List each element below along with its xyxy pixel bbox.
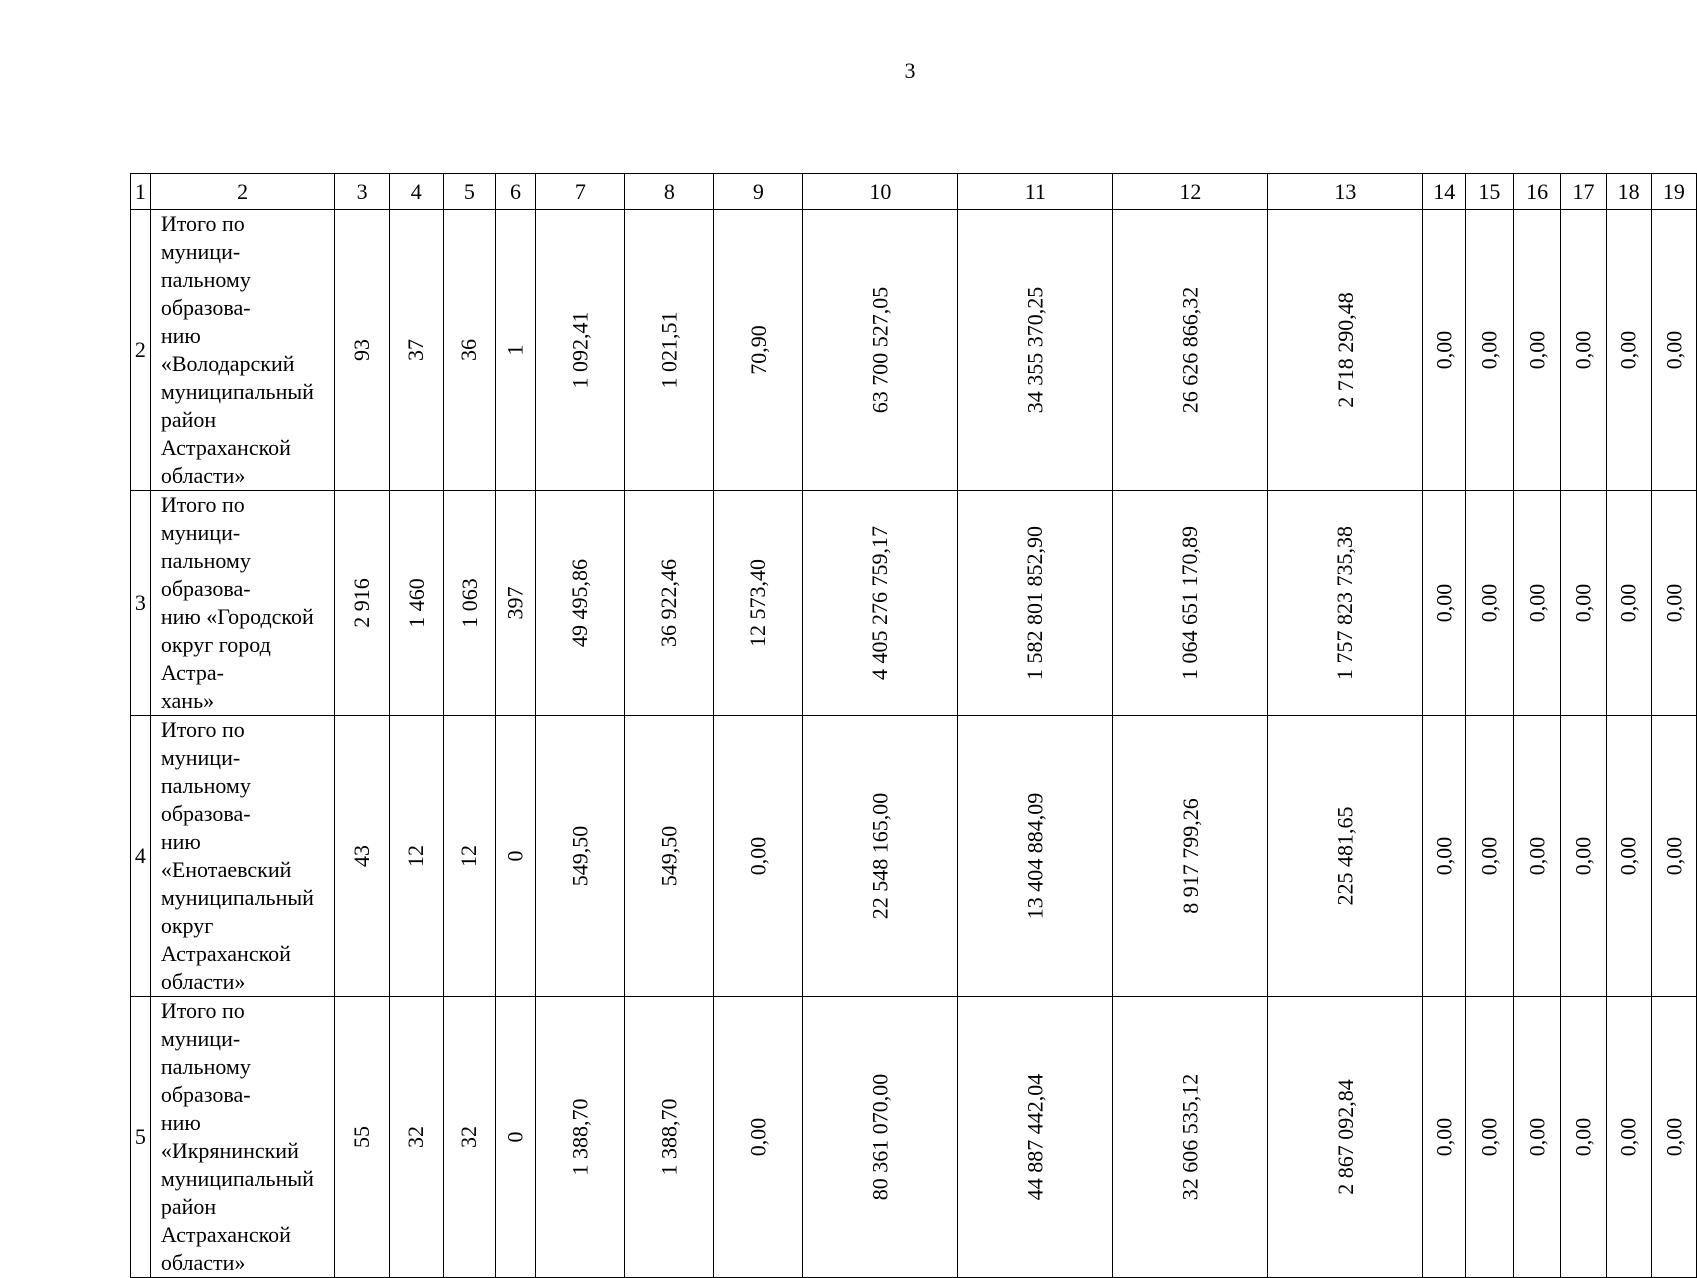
value-cell	[1268, 997, 1423, 1278]
value-cell	[803, 491, 958, 716]
value-cell	[335, 716, 389, 997]
table-row	[131, 491, 1697, 716]
column-number-cell: 13	[1268, 174, 1423, 210]
value-text: 43	[349, 845, 375, 867]
value-cell	[1606, 210, 1651, 491]
value-cell	[536, 997, 625, 1278]
value-text: 13 404 884,09	[1022, 792, 1048, 920]
value-cell	[335, 210, 389, 491]
table-row	[131, 716, 1697, 997]
table-row	[131, 210, 1697, 491]
value-text: 1 582 801 852,90	[1022, 526, 1048, 680]
value-text: 32 606 535,12	[1177, 1073, 1203, 1201]
value-cell	[958, 491, 1113, 716]
column-number-cell: 8	[625, 174, 714, 210]
value-cell	[1651, 716, 1696, 997]
value-text: 0	[502, 850, 528, 862]
value-cell	[1651, 997, 1696, 1278]
value-cell	[495, 491, 536, 716]
value-cell	[1513, 210, 1561, 491]
value-cell	[1561, 210, 1606, 491]
value-cell	[1466, 491, 1514, 716]
column-number-cell: 9	[714, 174, 803, 210]
value-text: 1	[502, 344, 528, 356]
value-text: 1 063	[456, 578, 482, 628]
value-text: 0,00	[1615, 330, 1641, 370]
value-text: 1 388,70	[656, 1098, 682, 1176]
value-cell	[1113, 210, 1268, 491]
value-cell	[495, 997, 536, 1278]
value-text: 36 922,46	[656, 559, 682, 647]
value-text: 8 917 799,26	[1177, 798, 1203, 914]
value-cell	[1651, 210, 1696, 491]
value-text: 0,00	[1524, 583, 1550, 623]
value-cell	[389, 210, 443, 491]
value-text: 1 388,70	[567, 1098, 593, 1176]
municipality-name-cell: Итого по муници- пальному образова- нию «Икрянинский муниципальный район Астраханской области»	[150, 997, 335, 1278]
column-number-cell: 11	[958, 174, 1113, 210]
value-text: 4 405 276 759,17	[867, 526, 893, 680]
value-text: 397	[502, 586, 528, 620]
value-cell	[714, 997, 803, 1278]
value-text: 70,90	[745, 325, 771, 375]
municipality-name-cell: Итого по муници- пальному образова- нию «Володарский муниципальный район Астраханской области»	[150, 210, 335, 491]
value-text: 22 548 165,00	[867, 792, 893, 920]
value-text: 0,00	[1524, 330, 1550, 370]
value-cell	[1606, 716, 1651, 997]
value-text: 0,00	[1476, 583, 1502, 623]
value-cell	[1466, 997, 1514, 1278]
value-cell	[389, 716, 443, 997]
data-table	[130, 173, 1697, 1278]
value-text: 12	[403, 845, 429, 867]
value-text: 549,50	[656, 825, 682, 887]
value-cell	[495, 716, 536, 997]
value-cell	[1606, 997, 1651, 1278]
value-cell	[536, 210, 625, 491]
column-number-cell: 12	[1113, 174, 1268, 210]
table-row	[131, 997, 1697, 1278]
value-cell	[443, 210, 495, 491]
value-text: 1 460	[403, 578, 429, 628]
value-text: 12 573,40	[745, 559, 771, 647]
value-text: 0,00	[1476, 1117, 1502, 1157]
column-number-cell: 1	[131, 174, 151, 210]
value-text: 80 361 070,00	[867, 1073, 893, 1201]
value-text: 1 092,41	[567, 311, 593, 389]
value-cell	[1651, 491, 1696, 716]
value-cell	[958, 716, 1113, 997]
value-cell	[958, 997, 1113, 1278]
value-cell	[1561, 997, 1606, 1278]
value-text: 0,00	[1615, 836, 1641, 876]
value-cell	[389, 997, 443, 1278]
value-cell	[1513, 491, 1561, 716]
row-number-cell: 4	[131, 716, 151, 997]
value-text: 2 867 092,84	[1332, 1079, 1358, 1195]
value-text: 32	[403, 1126, 429, 1148]
value-text: 0,00	[1524, 1117, 1550, 1157]
value-cell	[1561, 491, 1606, 716]
value-cell	[714, 491, 803, 716]
value-text: 63 700 527,05	[867, 286, 893, 414]
value-text: 0,00	[1476, 330, 1502, 370]
value-text: 26 626 866,32	[1177, 286, 1203, 414]
value-text: 36	[456, 339, 482, 361]
value-text: 93	[349, 339, 375, 361]
row-number-cell: 5	[131, 997, 151, 1278]
value-cell	[714, 716, 803, 997]
value-cell	[625, 491, 714, 716]
value-text: 1 064 651 170,89	[1177, 526, 1203, 680]
value-text: 0	[502, 1131, 528, 1143]
value-text: 0,00	[1570, 1117, 1596, 1157]
value-text: 12	[456, 845, 482, 867]
value-text: 32	[456, 1126, 482, 1148]
value-cell	[1606, 491, 1651, 716]
value-text: 0,00	[1431, 836, 1457, 876]
value-text: 0,00	[1570, 330, 1596, 370]
value-cell	[1513, 997, 1561, 1278]
column-number-cell: 10	[803, 174, 958, 210]
value-text: 0,00	[1524, 836, 1550, 876]
column-number-cell: 16	[1513, 174, 1561, 210]
value-cell	[1113, 997, 1268, 1278]
value-cell	[803, 997, 958, 1278]
value-cell	[1513, 716, 1561, 997]
value-cell	[625, 210, 714, 491]
value-text: 44 887 442,04	[1022, 1073, 1048, 1201]
value-text: 0,00	[1660, 330, 1686, 370]
column-number-cell: 5	[443, 174, 495, 210]
value-cell	[1113, 716, 1268, 997]
value-cell	[443, 716, 495, 997]
value-text: 0,00	[1615, 1117, 1641, 1157]
column-number-cell: 14	[1423, 174, 1466, 210]
value-cell	[495, 210, 536, 491]
column-number-cell: 6	[495, 174, 536, 210]
column-number-cell: 17	[1561, 174, 1606, 210]
column-number-cell: 7	[536, 174, 625, 210]
value-cell	[803, 210, 958, 491]
value-cell	[1423, 716, 1466, 997]
value-text: 55	[349, 1126, 375, 1148]
row-number-cell: 2	[131, 210, 151, 491]
value-cell	[335, 997, 389, 1278]
value-cell	[803, 716, 958, 997]
value-text: 37	[403, 339, 429, 361]
value-cell	[335, 491, 389, 716]
value-text: 0,00	[1660, 1117, 1686, 1157]
value-cell	[1466, 210, 1514, 491]
row-number-cell: 3	[131, 491, 151, 716]
value-text: 34 355 370,25	[1022, 286, 1048, 414]
value-text: 0,00	[1570, 836, 1596, 876]
value-text: 0,00	[1660, 836, 1686, 876]
value-text: 1 757 823 735,38	[1332, 526, 1358, 680]
value-text: 0,00	[745, 836, 771, 876]
value-cell	[443, 491, 495, 716]
value-cell	[1268, 716, 1423, 997]
value-cell	[958, 210, 1113, 491]
value-text: 49 495,86	[567, 559, 593, 647]
value-cell	[714, 210, 803, 491]
value-cell	[625, 716, 714, 997]
municipality-name-cell: Итого по муници- пальному образова- нию «Городской округ город Астра- хань»	[150, 491, 335, 716]
value-cell	[1423, 997, 1466, 1278]
value-text: 1 021,51	[656, 311, 682, 389]
column-number-cell: 4	[389, 174, 443, 210]
value-text: 0,00	[745, 1117, 771, 1157]
value-text: 0,00	[1615, 583, 1641, 623]
value-text: 0,00	[1660, 583, 1686, 623]
value-cell	[1423, 491, 1466, 716]
header-row	[131, 174, 1697, 210]
value-cell	[536, 491, 625, 716]
value-text: 0,00	[1431, 1117, 1457, 1157]
column-number-cell: 3	[335, 174, 389, 210]
value-cell	[1466, 716, 1514, 997]
value-text: 225 481,65	[1332, 806, 1358, 906]
value-text: 0,00	[1431, 583, 1457, 623]
value-cell	[1113, 491, 1268, 716]
value-cell	[1561, 716, 1606, 997]
value-cell	[1423, 210, 1466, 491]
column-number-cell: 15	[1466, 174, 1514, 210]
value-cell	[389, 491, 443, 716]
value-text: 0,00	[1476, 836, 1502, 876]
value-text: 2 718 290,48	[1332, 292, 1358, 408]
municipality-name-cell: Итого по муници- пальному образова- нию «Енотаевский муниципальный округ Астраханской области»	[150, 716, 335, 997]
value-text: 2 916	[349, 578, 375, 628]
value-text: 0,00	[1431, 330, 1457, 370]
page-number: 3	[904, 58, 916, 83]
column-number-cell: 2	[150, 174, 335, 210]
value-text: 0,00	[1570, 583, 1596, 623]
value-cell	[443, 997, 495, 1278]
value-cell	[1268, 491, 1423, 716]
value-cell	[1268, 210, 1423, 491]
value-cell	[625, 997, 714, 1278]
column-number-cell: 18	[1606, 174, 1651, 210]
value-cell	[536, 716, 625, 997]
value-text: 549,50	[567, 825, 593, 887]
column-number-cell: 19	[1651, 174, 1696, 210]
